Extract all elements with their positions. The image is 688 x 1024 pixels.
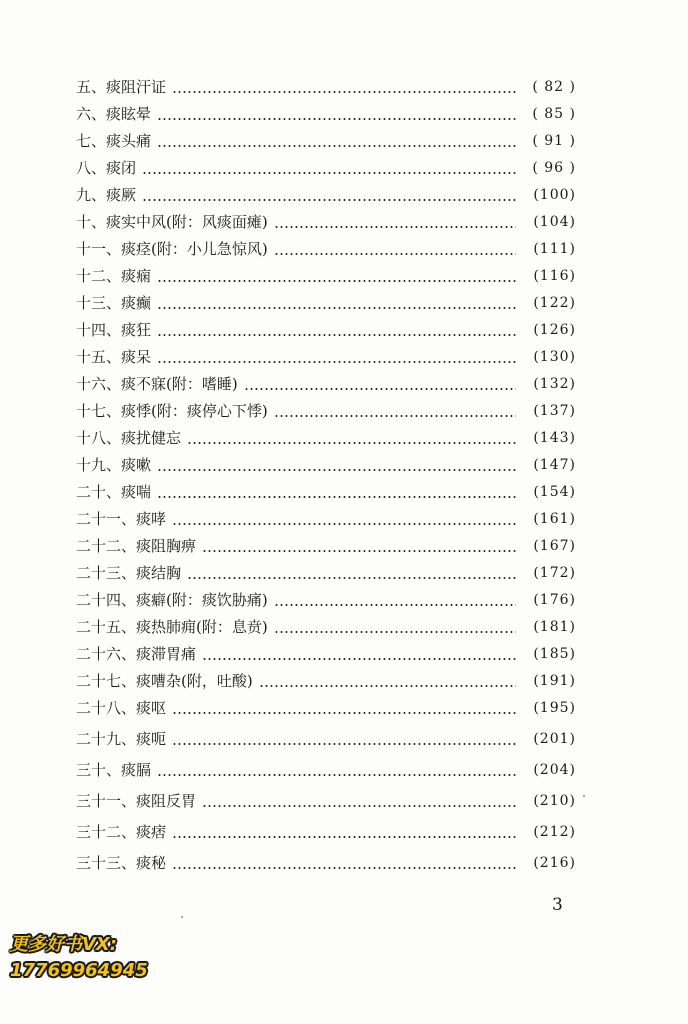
dot-leader: [259, 685, 516, 687]
dot-leader: [172, 836, 516, 838]
toc-entry-page: ( 96 ): [532, 160, 576, 176]
toc-entry: [76, 425, 576, 452]
toc-entry-title: 二十、痰喘: [76, 483, 152, 501]
toc-entry-title: 二十六、痰滞胃痛: [76, 645, 197, 663]
toc-entry: [76, 101, 576, 128]
toc-entry-title: 十一、痰痉(附：小儿急惊风): [76, 240, 268, 258]
toc-entry-page: (130): [533, 349, 576, 365]
toc-entry-title: 十、痰实中风(附：风痰面瘫): [76, 213, 268, 231]
toc-entry-title: 二十九、痰呃: [76, 730, 167, 748]
toc-entry-title: 二十四、痰癖(附：痰饮胁痛): [76, 591, 268, 609]
toc-entry-page: (122): [533, 295, 576, 311]
table-of-contents: [76, 74, 576, 877]
toc-entry-page: (132): [533, 376, 576, 392]
dot-leader: [274, 253, 516, 255]
dot-leader: [172, 712, 516, 714]
dot-leader: [142, 199, 516, 201]
toc-entry-title: 八、痰闭: [76, 159, 137, 177]
toc-entry-title: 十三、痰癫: [76, 294, 152, 312]
dot-leader: [157, 334, 516, 336]
dot-leader: [202, 658, 516, 660]
watermark-line-1: 更多好书VX:: [10, 934, 118, 955]
toc-entry-page: (116): [533, 268, 576, 284]
toc-entry-title: 九、痰厥: [76, 186, 137, 204]
toc-entry-page: (185): [533, 646, 576, 662]
toc-entry-title: 二十三、痰结胸: [76, 564, 182, 582]
watermark-line-2: 17769964945: [10, 960, 148, 981]
scan-speck: [181, 916, 183, 918]
dot-leader: [274, 604, 516, 606]
dot-leader: [244, 388, 516, 390]
toc-entry: [76, 614, 576, 641]
toc-entry: [76, 209, 576, 236]
toc-entry-page: (154): [533, 484, 576, 500]
toc-entry-page: (191): [533, 673, 576, 689]
toc-entry: [76, 317, 576, 344]
toc-entry-title: 三十三、痰秘: [76, 854, 167, 872]
toc-entry: [76, 344, 576, 371]
toc-entry-title: 七、痰头痛: [76, 132, 152, 150]
dot-leader: [172, 867, 516, 869]
toc-entry-page: (172): [533, 565, 576, 581]
toc-entry-page: (161): [533, 511, 576, 527]
toc-entry-title: 二十八、痰呕: [76, 699, 167, 717]
dot-leader: [157, 361, 516, 363]
dot-leader: [157, 774, 516, 776]
toc-entry-title: 二十七、痰嘈杂(附，吐酸): [76, 672, 253, 690]
toc-entry: [76, 726, 576, 753]
dot-leader: [157, 145, 516, 147]
toc-entry-page: (104): [533, 214, 576, 230]
toc-entry-page: (195): [533, 700, 576, 716]
toc-entry: [76, 398, 576, 425]
toc-entry: [76, 819, 576, 846]
toc-entry-page: (111): [533, 241, 576, 257]
toc-entry: [76, 506, 576, 533]
toc-entry-page: ( 91 ): [532, 133, 576, 149]
toc-entry-page: (100): [533, 187, 576, 203]
toc-entry: [76, 757, 576, 784]
dot-leader: [172, 91, 516, 93]
dot-leader: [202, 805, 516, 807]
toc-entry-title: 二十二、痰阻胸痹: [76, 537, 197, 555]
toc-entry-page: (216): [533, 855, 576, 871]
dot-leader: [142, 172, 516, 174]
toc-entry: [76, 668, 576, 695]
toc-entry-title: 三十、痰膈: [76, 761, 152, 779]
watermark: [10, 932, 148, 984]
dot-leader: [157, 496, 516, 498]
toc-entry-page: ( 82 ): [532, 79, 576, 95]
toc-entry: [76, 74, 576, 101]
toc-entry-title: 十八、痰扰健忘: [76, 429, 182, 447]
dot-leader: [157, 307, 516, 309]
toc-entry-page: ( 85 ): [532, 106, 576, 122]
toc-entry-page: (181): [533, 619, 576, 635]
toc-entry-page: (137): [533, 403, 576, 419]
toc-entry: [76, 128, 576, 155]
dot-leader: [274, 415, 516, 417]
dot-leader: [157, 118, 516, 120]
toc-entry-page: (204): [533, 762, 576, 778]
dot-leader: [172, 523, 516, 525]
toc-entry: [76, 263, 576, 290]
toc-entry-title: 十六、痰不寐(附：嗜睡): [76, 375, 238, 393]
dot-leader: [157, 469, 516, 471]
toc-entry-page: (176): [533, 592, 576, 608]
toc-entry-page: (126): [533, 322, 576, 338]
toc-entry-title: 二十一、痰哮: [76, 510, 167, 528]
toc-entry: [76, 641, 576, 668]
toc-entry: [76, 452, 576, 479]
dot-leader: [274, 631, 516, 633]
toc-entry: [76, 695, 576, 722]
toc-entry-page: (212): [533, 824, 576, 840]
dot-leader: [202, 550, 516, 552]
toc-entry: [76, 236, 576, 263]
toc-entry: [76, 788, 576, 815]
toc-entry-page: (147): [533, 457, 576, 473]
toc-entry-title: 六、痰眩晕: [76, 105, 152, 123]
dot-leader: [172, 743, 516, 745]
toc-entry-page: (201): [533, 731, 576, 747]
toc-entry: [76, 560, 576, 587]
toc-entry-title: 三十二、痰痞: [76, 823, 167, 841]
scan-speck: [583, 795, 585, 797]
toc-entry-title: 十二、痰痫: [76, 267, 152, 285]
dot-leader: [187, 442, 516, 444]
dot-leader: [157, 280, 516, 282]
toc-entry-title: 十七、痰悸(附：痰停心下悸): [76, 402, 268, 420]
toc-entry: [76, 533, 576, 560]
dot-leader: [187, 577, 516, 579]
toc-entry: [76, 371, 576, 398]
toc-entry: [76, 850, 576, 877]
page-number: 3: [552, 895, 563, 915]
toc-entry: [76, 155, 576, 182]
toc-entry-page: (167): [533, 538, 576, 554]
toc-entry-title: 二十五、痰热肺痈(附：息贲): [76, 618, 268, 636]
toc-entry-title: 五、痰阻汗证: [76, 78, 167, 96]
toc-entry-title: 十九、痰嗽: [76, 456, 152, 474]
toc-entry-title: 十四、痰狂: [76, 321, 152, 339]
toc-entry-title: 三十一、痰阻反胃: [76, 792, 197, 810]
toc-entry: [76, 479, 576, 506]
toc-entry: [76, 182, 576, 209]
toc-entry-page: (210): [533, 793, 576, 809]
toc-entry-title: 十五、痰呆: [76, 348, 152, 366]
toc-entry: [76, 587, 576, 614]
toc-entry: [76, 290, 576, 317]
dot-leader: [274, 226, 516, 228]
toc-entry-page: (143): [533, 430, 576, 446]
